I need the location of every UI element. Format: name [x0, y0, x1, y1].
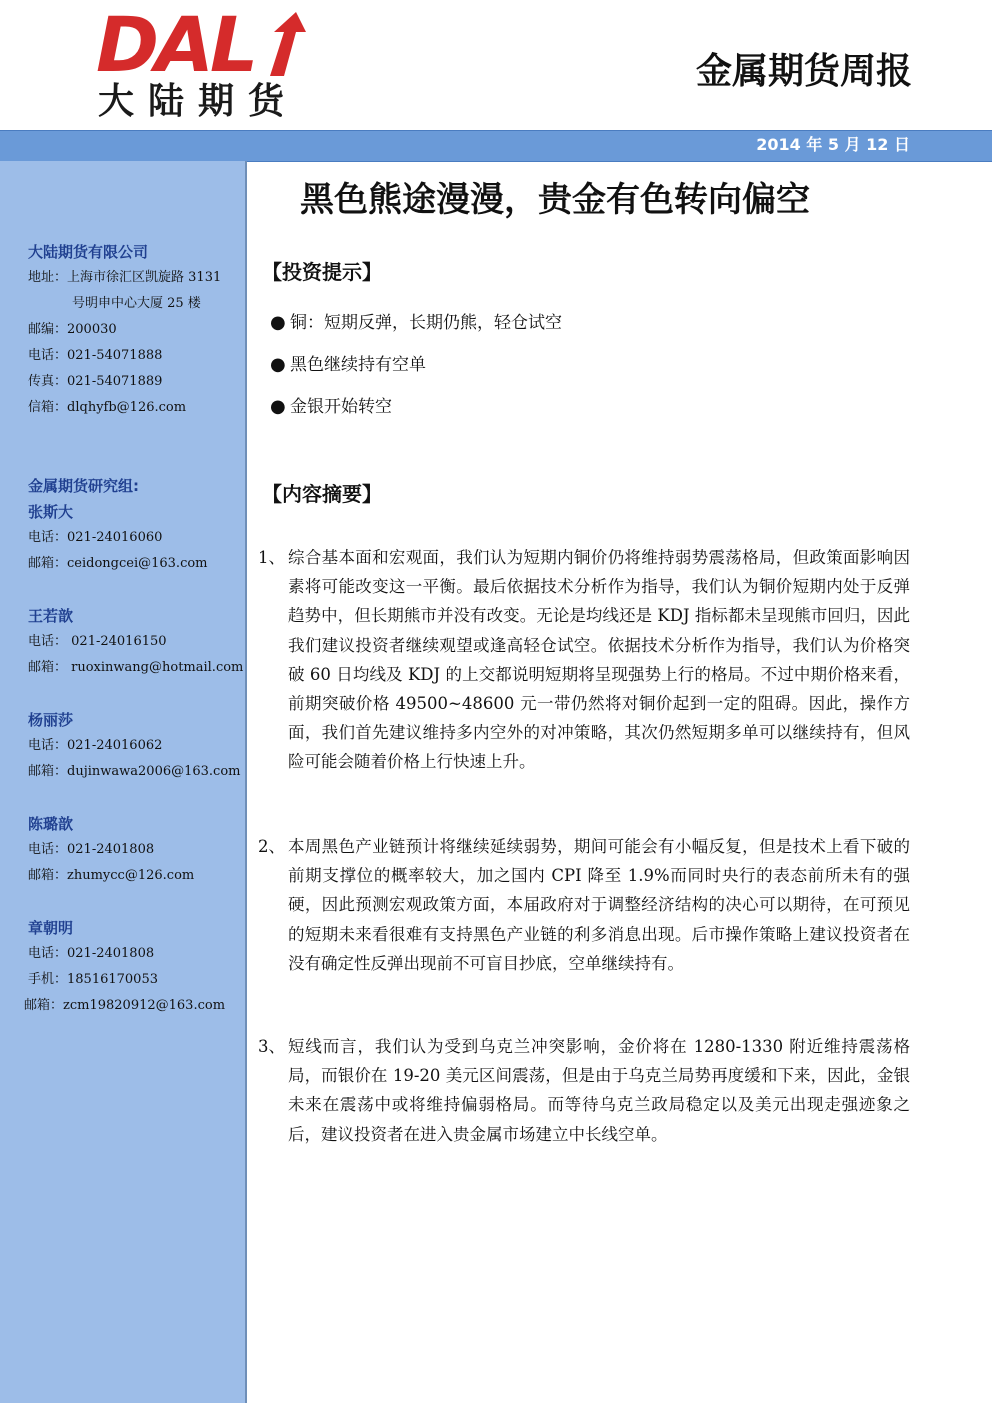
address-line: [28, 268, 221, 288]
mail-line: [28, 398, 186, 418]
logo-arrow-icon: [264, 10, 310, 80]
company-name: 大陆期货有限公司: [28, 243, 149, 261]
paragraph-text: 综合基本面和宏观面，我们认为短期内铜价仍将维持弱势震荡格局，但政策面影响因素将可能改变这一平衡。最后依据技术分析作为指导，我们认为铜价短期内处于反弹趋势中，但长期熊市并没有改变。无论是均线还是 KDJ 指标都未呈现熊市回归，因此我们建议投资者继续观望或逢高轻仓试空。依据技术分析作为指导，我们认为价格突破 60 日均线及 KDJ 的上交都说明短期将呈现强势上行的格局。不过中期价格来看，前期突破价格 49500~48600 元一带仍然将对铜价起到一定的阻碍。因此，操作方面，我们首先建议维持多内空外的对冲策略，其次仍然短期多单可以继续持有，但风险可能会随着价格上行快速上升。: [288, 548, 910, 772]
member-name: 章朝明: [28, 919, 74, 937]
tip-text: 铜：短期反弹，长期仍熊，轻仓试空: [290, 313, 562, 333]
report-title: 金属期货周报: [695, 51, 912, 92]
company-logo: [94, 0, 314, 124]
contact-label: 手机：: [28, 972, 68, 987]
member-name: 王若歆: [28, 607, 74, 625]
member-contact: [28, 762, 241, 782]
summary-paragraph: [258, 543, 910, 777]
tips-heading: 【投资提示】: [262, 260, 382, 284]
logo-text: DAL: [96, 0, 255, 89]
member-contact: [28, 970, 158, 990]
contact-value: 021-24016062: [67, 738, 163, 753]
contact-value: ceidongcei@163.com: [67, 556, 208, 571]
member-contact: [28, 658, 243, 678]
bullet-dot-icon: ●: [270, 396, 286, 417]
contact-value: 18516170053: [67, 972, 158, 987]
contact-value: zhumycc@126.com: [67, 868, 195, 883]
contact-label: 电话：: [28, 530, 68, 545]
contact-label: 电话：: [28, 842, 68, 857]
member-contact: [28, 632, 167, 652]
paragraph-number: 3、: [258, 1037, 285, 1056]
contact-value: 021-2401808: [67, 842, 155, 857]
tip-item: [270, 352, 426, 378]
paragraph-text: 本周黑色产业链预计将继续延续弱势，期间可能会有小幅反复，但是技术上看下破的前期支撑位的概率较大，加之国内 CPI 降至 1.9%而同时央行的表态前所未有的强硬，因此预测宏观政策方面，本届政府对于调整经济结构的决心可以期待，在可预见的短期未来看很难有支持黑色产业链的利多消息出现。后市操作策略上建议投资者在没有确定性反弹出现前不可盲目抄底，空单继续持有。: [288, 837, 910, 973]
member-contact: [28, 866, 194, 886]
tip-text: 金银开始转空: [290, 397, 392, 417]
member-contact: [28, 736, 162, 756]
contact-value: dujinwawa2006@163.com: [67, 764, 241, 779]
member-name: 陈璐歆: [28, 815, 74, 833]
member-name: 杨丽莎: [28, 711, 74, 729]
member-contact: [28, 528, 162, 548]
contact-label: 邮箱：: [24, 998, 64, 1013]
tip-text: 黑色继续持有空单: [290, 355, 426, 375]
contact-label: 邮箱：: [28, 764, 68, 779]
address-label: 地址：: [28, 270, 68, 285]
tip-item: [270, 310, 562, 336]
address-line-2: 号明申中心大厦 25 楼: [72, 296, 201, 311]
phone-line: [28, 346, 162, 366]
zip-label: 邮编：: [28, 322, 68, 337]
fax-label: 传真：: [28, 374, 68, 389]
zip-value: 200030: [67, 322, 117, 337]
summary-paragraph: [258, 832, 910, 978]
contact-label: 邮箱：: [28, 868, 68, 883]
logo-chinese-name: 大陆期货: [98, 81, 299, 122]
contact-label: 电话：: [28, 946, 68, 961]
paragraph-number: 2、: [258, 837, 285, 856]
member-contact: [28, 554, 208, 574]
contact-value: ruoxinwang@hotmail.com: [67, 660, 244, 675]
member-contact: [24, 996, 225, 1016]
zip-line: [28, 320, 117, 340]
report-date: 2014 年 5 月 12 日: [756, 135, 910, 154]
contact-value: zcm19820912@163.com: [63, 998, 226, 1013]
summary-paragraph: [258, 1032, 910, 1149]
address-value: 上海市徐汇区凯旋路 3131: [67, 270, 222, 285]
bullet-dot-icon: ●: [270, 354, 286, 375]
phone-value: 021-54071888: [67, 348, 163, 363]
mail-label: 信箱：: [28, 400, 68, 415]
contact-value: 021-2401808: [67, 946, 155, 961]
member-contact: [28, 944, 154, 964]
contact-label: 邮箱：: [28, 660, 68, 675]
mail-value: dlqhyfb@126.com: [67, 400, 187, 415]
fax-line: [28, 372, 162, 392]
contact-label: 电话：: [28, 634, 68, 649]
contact-label: 邮箱：: [28, 556, 68, 571]
member-name: 张斯大: [28, 503, 74, 521]
phone-label: 电话：: [28, 348, 68, 363]
contact-value: 021-24016150: [67, 634, 167, 649]
contact-label: 电话：: [28, 738, 68, 753]
member-contact: [28, 840, 154, 860]
fax-value: 021-54071889: [67, 374, 163, 389]
paragraph-number: 1、: [258, 548, 285, 567]
contact-value: 021-24016060: [67, 530, 163, 545]
summary-heading: 【内容摘要】: [262, 482, 382, 506]
tip-item: [270, 394, 392, 420]
bullet-dot-icon: ●: [270, 312, 286, 333]
paragraph-text: 短线而言，我们认为受到乌克兰冲突影响，金价将在 1280-1330 附近维持震荡格局，而银价在 19-20 美元区间震荡，但是由于乌克兰局势再度缓和下来，因此，金银未来在震荡中或将维持偏弱格局。而等待乌克兰政局稳定以及美元出现走强迹象之后，建议投资者在进入贵金属市场建立中长线空单。: [288, 1037, 910, 1144]
document-title: 黑色熊途漫漫，贵金有色转向偏空: [300, 180, 810, 220]
research-group-title: 金属期货研究组:: [28, 477, 139, 495]
